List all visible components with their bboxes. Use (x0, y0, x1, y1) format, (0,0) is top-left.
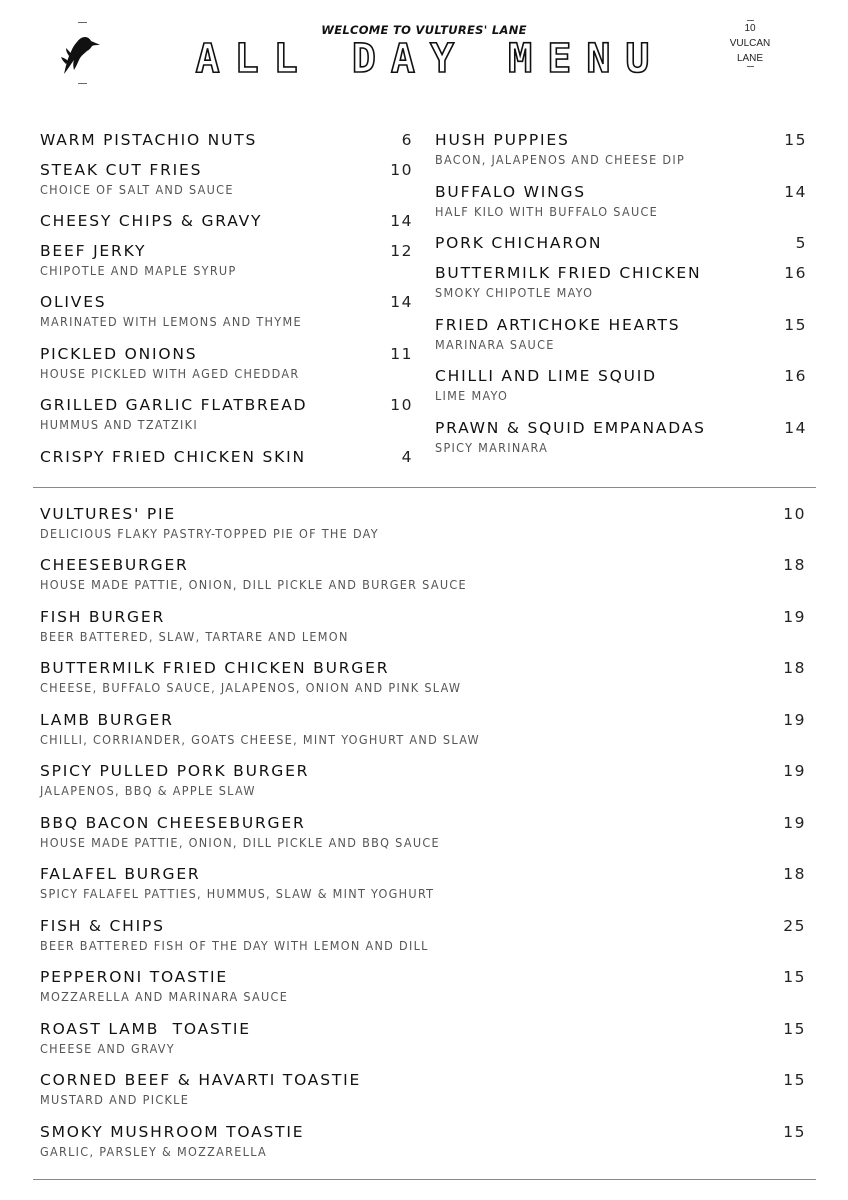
item-price: 18 (783, 556, 806, 574)
item-name: CORNED BEEF & HAVARTI TOASTIE (40, 1071, 362, 1089)
item-price: 15 (783, 1020, 806, 1038)
item-description: SPICY MARINARA (435, 440, 549, 455)
item-name: PORK CHICHARON (435, 234, 603, 252)
item-description: CHEESE AND GRAVY (40, 1041, 175, 1056)
address (726, 20, 774, 67)
item-name: LAMB BURGER (40, 711, 174, 729)
menu-item (40, 761, 806, 799)
item-description: HOUSE MADE PATTIE, ONION, DILL PICKLE AND BURGER SAUCE (40, 577, 467, 592)
item-price: 16 (784, 367, 807, 385)
menu-item (435, 366, 807, 404)
item-description: HALF KILO WITH BUFFALO SAUCE (435, 204, 659, 219)
item-description: LIME MAYO (435, 388, 509, 403)
item-name: PEPPERONI TOASTIE (40, 968, 228, 986)
item-description: CHOICE OF SALT AND SAUCE (40, 182, 234, 197)
item-description: MARINATED WITH LEMONS AND THYME (40, 314, 302, 329)
address-street: VULCAN (729, 38, 771, 49)
item-description: BEER BATTERED, SLAW, TARTARE AND LEMON (40, 629, 349, 644)
divider (747, 66, 754, 67)
menu-item (40, 395, 413, 433)
item-description: SPICY FALAFEL PATTIES, HUMMUS, SLAW & MINT YOGHURT (40, 886, 435, 901)
item-description: MARINARA SAUCE (435, 337, 555, 352)
item-price: 15 (784, 316, 807, 334)
item-price: 14 (784, 183, 807, 201)
item-price: 15 (783, 1071, 806, 1089)
item-name: SPICY PULLED PORK BURGER (40, 762, 310, 780)
item-name: BUTTERMILK FRIED CHICKEN (435, 264, 702, 282)
item-name: VULTURES' PIE (40, 505, 176, 523)
item-name: BUTTERMILK FRIED CHICKEN BURGER (40, 659, 390, 677)
menu-item (40, 504, 806, 542)
menu-item (435, 418, 807, 456)
item-price: 5 (795, 234, 807, 252)
divider (78, 83, 87, 84)
menu-item (40, 813, 806, 851)
item-price: 14 (390, 293, 413, 311)
item-price: 11 (390, 345, 413, 363)
menu-item (435, 233, 807, 253)
item-price: 16 (784, 264, 807, 282)
item-description: CHILLI, CORRIANDER, GOATS CHEESE, MINT YOGHURT AND SLAW (40, 732, 480, 747)
menu-item (40, 658, 806, 696)
item-name: SMOKY MUSHROOM TOASTIE (40, 1123, 305, 1141)
menu-item (435, 315, 807, 353)
item-name: CRISPY FRIED CHICKEN SKIN (40, 448, 306, 466)
item-name: FALAFEL BURGER (40, 865, 201, 883)
item-description: JALAPENOS, BBQ & APPLE SLAW (40, 783, 256, 798)
menu-item (40, 710, 806, 748)
menu-item (40, 916, 806, 954)
item-name: ROAST LAMB TOASTIE (40, 1020, 251, 1038)
item-name: BBQ BACON CHEESEBURGER (40, 814, 306, 832)
item-price: 19 (783, 762, 806, 780)
item-name: BUFFALO WINGS (435, 183, 586, 201)
item-description: CHEESE, BUFFALO SAUCE, JALAPENOS, ONION AND PINK SLAW (40, 680, 462, 695)
item-description: HOUSE MADE PATTIE, ONION, DILL PICKLE AND BBQ SAUCE (40, 835, 440, 850)
address-number: 10 (744, 23, 756, 34)
item-name: CHEESEBURGER (40, 556, 189, 574)
menu-item (40, 344, 413, 382)
menu-item (40, 607, 806, 645)
item-price: 15 (783, 968, 806, 986)
item-price: 10 (390, 161, 413, 179)
item-name: CHEESY CHIPS & GRAVY (40, 212, 263, 230)
item-price: 15 (784, 131, 807, 149)
menu-item (40, 967, 806, 1005)
item-price: 14 (784, 419, 807, 437)
menu-header (0, 0, 848, 110)
item-name: HUSH PUPPIES (435, 131, 570, 149)
menu-item (435, 182, 807, 220)
item-description: GARLIC, PARSLEY & MOZZARELLA (40, 1144, 268, 1159)
item-description: SMOKY CHIPOTLE MAYO (435, 285, 594, 300)
menu-item (435, 263, 807, 301)
menu-item (40, 1019, 806, 1057)
item-price: 19 (783, 711, 806, 729)
item-description: MOZZARELLA AND MARINARA SAUCE (40, 989, 289, 1004)
item-name: PRAWN & SQUID EMPANADAS (435, 419, 706, 437)
menu-item (435, 130, 807, 168)
menu-item (40, 1070, 806, 1108)
menu-item (40, 160, 413, 198)
menu-item (40, 241, 413, 279)
menu-item (40, 555, 806, 593)
item-name: PICKLED ONIONS (40, 345, 198, 363)
item-description: CHIPOTLE AND MAPLE SYRUP (40, 263, 237, 278)
section-divider (33, 487, 816, 488)
item-price: 19 (783, 608, 806, 626)
item-price: 6 (401, 131, 413, 149)
item-price: 18 (783, 865, 806, 883)
item-price: 4 (401, 448, 413, 466)
item-price: 18 (783, 659, 806, 677)
item-name: BEEF JERKY (40, 242, 147, 260)
menu-title: ALL DAY MENU (195, 36, 665, 82)
item-name: STEAK CUT FRIES (40, 161, 203, 179)
address-street-type: LANE (736, 53, 764, 64)
welcome-text: WELCOME TO VULTURES' LANE (321, 23, 527, 37)
item-name: CHILLI AND LIME SQUID (435, 367, 657, 385)
footer-divider (33, 1179, 816, 1180)
item-name: FISH & CHIPS (40, 917, 165, 935)
item-description: HOUSE PICKLED WITH AGED CHEDDAR (40, 366, 300, 381)
menu-item (40, 1122, 806, 1160)
item-description: HUMMUS AND TZATZIKI (40, 417, 198, 432)
item-name: WARM PISTACHIO NUTS (40, 131, 258, 149)
item-price: 10 (390, 396, 413, 414)
menu-item (40, 130, 413, 150)
item-price: 25 (783, 917, 806, 935)
menu-item (40, 292, 413, 330)
item-description: DELICIOUS FLAKY PASTRY-TOPPED PIE OF THE DAY (40, 526, 379, 541)
item-description: MUSTARD AND PICKLE (40, 1092, 190, 1107)
item-description: BACON, JALAPENOS AND CHEESE DIP (435, 152, 686, 167)
item-name: FRIED ARTICHOKE HEARTS (435, 316, 681, 334)
item-name: FISH BURGER (40, 608, 166, 626)
menu-item (40, 211, 413, 231)
item-name: OLIVES (40, 293, 107, 311)
item-price: 14 (390, 212, 413, 230)
menu-item (40, 864, 806, 902)
item-price: 10 (783, 505, 806, 523)
item-name: GRILLED GARLIC FLATBREAD (40, 396, 308, 414)
item-price: 19 (783, 814, 806, 832)
item-price: 15 (783, 1123, 806, 1141)
menu-item (40, 447, 413, 467)
item-description: BEER BATTERED FISH OF THE DAY WITH LEMON AND DILL (40, 938, 429, 953)
item-price: 12 (390, 242, 413, 260)
